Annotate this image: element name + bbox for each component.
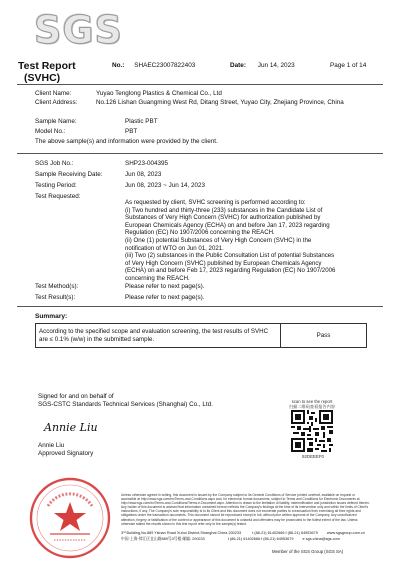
report-number [112, 62, 195, 69]
job-no-label: SGS Job No.: [35, 160, 74, 167]
tel-en: t (86-21) 61402666 f (86-21) 64953679 [252, 531, 318, 535]
report-date [230, 62, 295, 69]
address-en: 3ʳᵈ Building,No.889 Yishan Road Xuhui District,Shanghai China 200233 [121, 531, 242, 535]
qr-code-id: 92DEEEF0 [302, 454, 324, 459]
client-address-value: No.126 Lishan Guangming West Rd, Ditang Street, Yuyao City, Zhejiang Province, China [96, 99, 344, 106]
sample-block [35, 118, 365, 146]
summary-row [36, 324, 367, 348]
signed-line2: SGS-CSTC Standards Technical Services (Shanghai) Co., Ltd. [38, 400, 213, 408]
web-cn[interactable]: e sgs.china@sgs.com [302, 537, 340, 541]
summary-table [35, 323, 367, 348]
receiving-date-label: Sample Receiving Date: [35, 171, 103, 178]
web-en[interactable]: www.sgsgroup.com.cn [326, 531, 365, 535]
sgs-member-note: Member of the SGS Group (SGS SA) [272, 549, 344, 554]
signed-line1: Signed for and on behalf of [38, 393, 114, 400]
address-cn: 中国·上海·徐汇区宜山路889号3号楼 邮编: 200233 [121, 537, 205, 541]
page-number: Page 1 of 14 [330, 62, 367, 69]
test-result-label: Test Result(s): [35, 294, 76, 301]
tel-cn: t (86-21) 61402666 f (86-21) 64953679 [227, 537, 294, 541]
summary-result: Pass [281, 324, 367, 348]
report-no-value: SHAEC23007822403 [134, 62, 196, 69]
report-title [18, 60, 76, 84]
footer-address-en [121, 531, 365, 536]
qr-code-icon[interactable] [291, 410, 333, 452]
client-address-label: Client Address: [35, 99, 78, 106]
testing-period-value: Jun 08, 2023 ~ Jun 14, 2023 [125, 182, 206, 189]
test-result-value: Please refer to next page(s). [125, 294, 205, 301]
sgs-logo [34, 8, 142, 50]
summary-heading: Summary: [35, 313, 68, 320]
sample-note: The above sample(s) and information were provided by the client. [35, 138, 218, 145]
test-requested-label: Test Requested: [35, 193, 81, 200]
test-requested-body: As requested by client, SVHC screening is performed according to: (i) Two hundred and thirty-three (233) substances in the Candidate List of Substances of Very High Concern (SVHC) for authorization published by European Chemicals Agency (ECHA) on and before Jan 17, 2023 regarding Regulation (EC) No 1907/2006 concerning the REACH. (ii) One (1) potential Substances of Very High Concern (SVHC) in the notification of WTO on Jun 01, 2021. (iii) Two (2) substances in the Public Consultation List of potential Substances of Very High Concern (SVHC) published by European Chemicals Agency (ECHA) on and before Feb 17, 2023 regarding Regulation (EC) No 1907/2006 concerning the REACH. [125, 199, 336, 282]
test-method-value: Please refer to next page(s). [125, 283, 205, 290]
official-seal-icon [28, 476, 112, 560]
model-value: PBT [125, 128, 138, 135]
test-method-label: Test Method(s): [35, 283, 79, 290]
sgs-logo-text: SGS [34, 8, 123, 52]
handwritten-signature: Annie Liu [44, 421, 98, 434]
report-title-line2: (SVHC) [24, 72, 61, 84]
job-block [35, 160, 365, 200]
report-date-value: Jun 14, 2023 [257, 62, 295, 69]
footer-address-cn [121, 537, 340, 542]
method-result-block [35, 283, 365, 303]
footer-terms: Unless otherwise agreed in writing, this document is issued by the Company subject to its General Conditions of Service printed overleaf, available on request or accessible at http://www.sgs.com/en/Terms-and-Conditions.aspx and, for electronic format documents, subject to Terms and Conditions for Electronic Documents at http://www.sgs.com/en/Terms-and-Conditions/Terms-e-Document.aspx. Attention is drawn to the limitation of liability, indemnification and jurisdiction issues defined therein. Any holder of this document is advised that information contained hereon reflects the Company's findings at the time of its intervention only and within the limits of Client's instructions, if any. The Company's sole responsibility is to its Client and this document does not exonerate parties to a transaction from exercising all their rights and obligations under the transaction documents. This document cannot be reproduced except in full, without prior written approval of the Company. Any unauthorized alteration, forgery or falsification of the content or appearance of this document is unlawful and offenders may be prosecuted to the fullest extent of the law. Unless otherwise stated the results shown in this test report refer only to the sample(s) tested. [121, 493, 370, 526]
client-name-label: Client Name: [35, 90, 72, 97]
qr-caption: scan to see the report 扫描二维码查看报告内容 [288, 399, 336, 409]
sample-name-value: Plastic PBT [125, 118, 158, 125]
summary-statement: According to the specified scope and evaluation screening, the test results of SVHC are ≤ 0.1% (w/w) in the submitted sample. [36, 324, 281, 348]
sample-divider [17, 153, 383, 154]
sample-name-label: Sample Name: [35, 118, 77, 125]
test-requested-text [125, 199, 365, 283]
signed-on-behalf [38, 393, 213, 408]
client-name-value: Yuyao Tenglong Plastics & Chemical Co., Ltd [96, 90, 222, 97]
report-title-line1: Test Report [18, 60, 76, 72]
receiving-date-value: Jun 08, 2023 [125, 171, 162, 178]
model-label: Model No.: [35, 128, 66, 135]
job-no-value: SHP23-004395 [125, 160, 169, 167]
testing-period-label: Testing Period: [35, 182, 77, 189]
signatory [38, 442, 93, 457]
report-date-label: Date: [230, 62, 246, 69]
header-divider [17, 84, 383, 85]
report-no-label: No.: [112, 62, 125, 69]
job-divider [17, 306, 383, 307]
signatory-role: Approved Signatory [38, 449, 94, 457]
client-block [35, 90, 380, 108]
signatory-name: Annie Liu [38, 442, 65, 449]
